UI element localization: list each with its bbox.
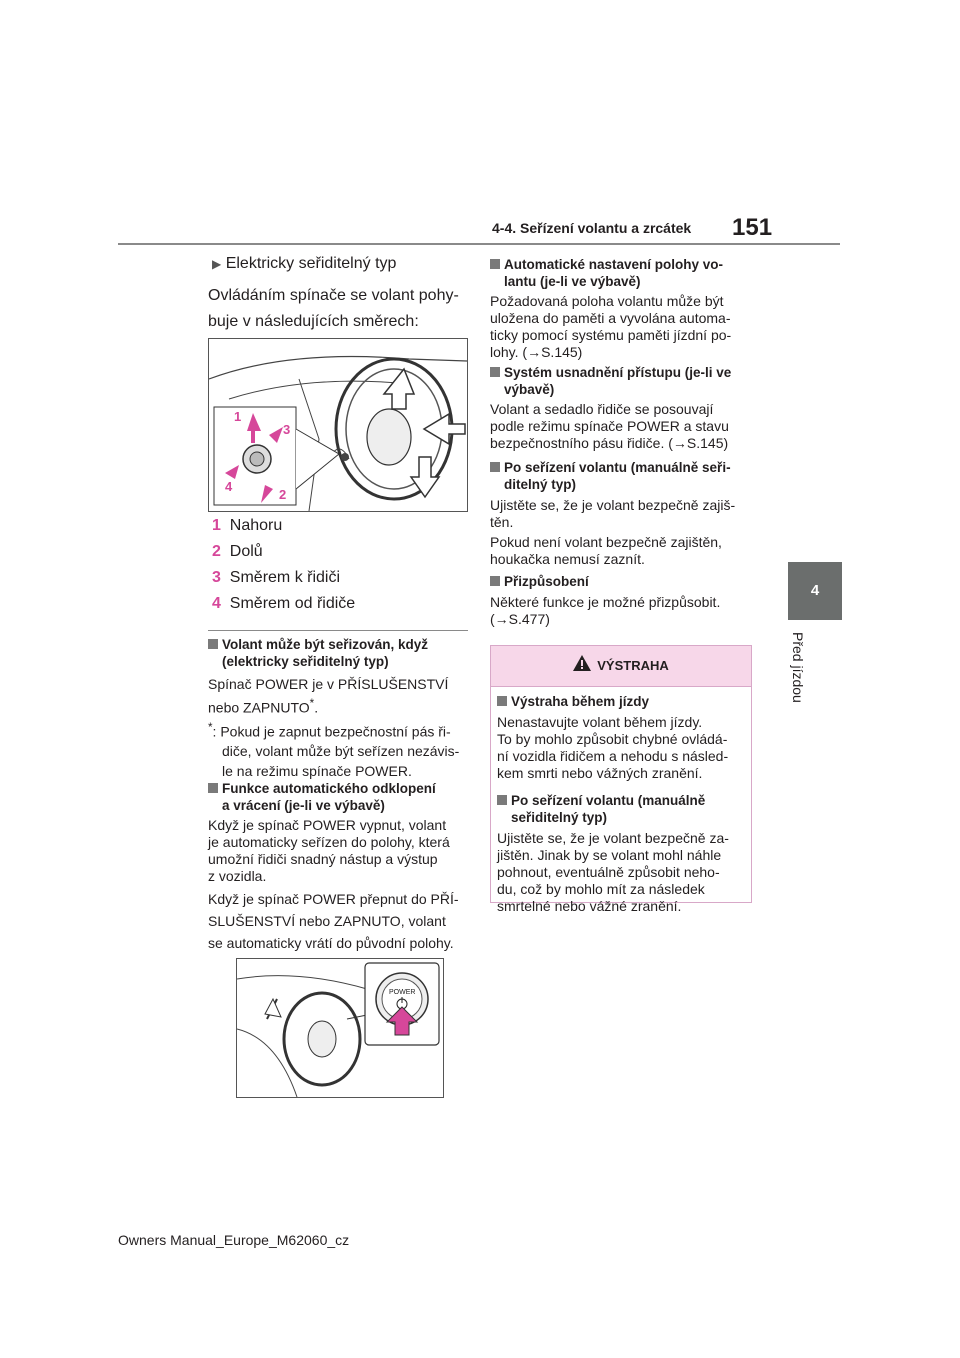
footnote [208, 718, 470, 742]
text-line: Když je spínač POWER vypnut, volant [208, 817, 447, 833]
text-line: Spínač POWER je v PŘÍSLUŠENSTVÍ [208, 676, 449, 692]
power-illustration [237, 959, 443, 1097]
fig1-label-3: 3 [283, 422, 291, 437]
section-heading-after-adjust [490, 459, 731, 493]
text-span: nebo ZAPNUTO [208, 699, 310, 716]
heading-line: Po seřízení volantu (manuálně [511, 793, 706, 808]
direction-item [212, 568, 340, 588]
text-line: lohy. (→S.145) [490, 344, 583, 360]
direction-number: 3 [212, 569, 221, 586]
power-label: POWER [389, 989, 416, 996]
fig1-label-2: 2 [279, 487, 287, 502]
square-bullet-icon [490, 259, 500, 269]
section-text [208, 817, 470, 885]
text-line: jištěn. Jinak by se volant mohl náhle [497, 847, 722, 863]
text-line: Požadovaná poloha volantu může být [490, 293, 724, 309]
text-line: du, což by mohlo mít za následek [497, 881, 705, 897]
section-divider [208, 630, 468, 631]
warning-box [490, 645, 752, 914]
power-switch-figure [236, 958, 444, 1098]
direction-item [212, 516, 282, 536]
square-bullet-icon [497, 696, 507, 706]
section-title: 4-4. Seřízení volantu a zrcátek [492, 220, 692, 236]
text-line: umožní řidiči snadný nástup a výstup [208, 851, 438, 867]
warning-title: VÝSTRAHA [597, 658, 669, 673]
section-heading-easy-access [490, 364, 731, 398]
text-line: Nenastavujte volant během jízdy. [497, 714, 703, 730]
section-text [490, 534, 722, 568]
direction-text: Směrem k řidiči [229, 569, 341, 586]
text-line: Ujistěte se, že je volant bezpečně zajiš- [490, 497, 736, 513]
heading-line: seřiditelný typ) [511, 810, 608, 825]
footnote-mark: * [309, 697, 315, 710]
triangle-bullet-icon: ▶ [212, 257, 222, 271]
direction-item [212, 542, 263, 562]
heading-line: Volant může být seřizován, když [222, 637, 429, 652]
square-bullet-icon [490, 576, 500, 586]
direction-item [212, 594, 355, 614]
chapter-label-text: Před jízdou [790, 632, 806, 703]
section-text [490, 497, 735, 531]
intro-line-1: Ovládáním spínače se volant pohy- [208, 287, 459, 304]
text-line: ní vozidla řidičem a nehodu s násled- [497, 748, 729, 764]
heading-line: Po seřízení volantu (manuálně seři- [504, 460, 731, 475]
square-bullet-icon [497, 795, 507, 805]
section-heading-memory [490, 256, 723, 290]
square-bullet-icon [490, 367, 500, 377]
text-line: To by mohlo způsobit chybné ovládá- [497, 731, 728, 747]
text-line: smrtelné nebo vážné zranění. [497, 898, 682, 914]
footnote-mark: * [208, 720, 213, 734]
text-line: podle režimu spínače POWER a stavu [490, 418, 729, 434]
section-text [208, 888, 470, 954]
direction-text: Nahoru [229, 517, 283, 534]
direction-number: 2 [212, 543, 221, 560]
heading-line: (elektricky seřiditelný typ) [222, 654, 389, 669]
text-line: ticky pomocí systému paměti jízdní po- [490, 327, 732, 343]
section-heading-auto-tilt [208, 780, 436, 814]
direction-number: 4 [212, 595, 221, 612]
section-text [490, 293, 731, 361]
page-number: 151 [732, 214, 773, 241]
text-line: Když je spínač POWER přepnut do PŘÍ- [208, 891, 459, 907]
heading-line: a vrácení (je-li ve výbavě) [222, 798, 385, 813]
fig1-label-1: 1 [234, 409, 242, 424]
text-line: houkačka nemusí zaznít. [490, 551, 645, 567]
steering-adjust-figure [208, 338, 468, 512]
warning-triangle-icon [573, 647, 591, 687]
text-line: uložena do paměti a vyvolána automa- [490, 310, 731, 326]
text-line [208, 694, 470, 718]
header-rule [118, 243, 840, 245]
steering-illustration [209, 339, 467, 511]
text-span: . [314, 699, 319, 716]
text-line: (→S.477) [490, 611, 550, 627]
subtitle-text: Elektricky seřiditelný typ [225, 255, 397, 272]
text-line: je automaticky seřízen do polohy, která [208, 834, 450, 850]
text-line: Volant a sedadlo řidiče se posouvají [490, 401, 714, 417]
heading-line: Automatické nastavení polohy vo- [504, 257, 724, 272]
section-text [490, 594, 720, 628]
heading-line: ditelný typ) [504, 477, 577, 492]
square-bullet-icon [208, 639, 218, 649]
section-heading-volant [208, 636, 428, 670]
footer-text: Owners Manual_Europe_M62060_cz [118, 1232, 350, 1248]
chapter-label [782, 632, 812, 722]
text-line: le na režimu spínače POWER. [222, 763, 412, 780]
intro-line-2: buje v následujících směrech: [208, 313, 419, 330]
section-text [490, 401, 729, 452]
text-line: pohnout, eventuálně způsobit neho- [497, 864, 720, 880]
heading-line: Výstraha během jízdy [511, 694, 650, 709]
heading-line: Systém usnadnění přístupu (je-li ve [504, 365, 732, 380]
square-bullet-icon [490, 462, 500, 472]
text-span: : Pokud je zapnut bezpečnostní pás ři- [212, 723, 451, 740]
text-line: diče, volant může být seřízen nezávis- [222, 743, 460, 760]
warning-header [491, 646, 751, 687]
text-line: SLUŠENSTVÍ nebo ZAPNUTO, volant [208, 913, 446, 929]
square-bullet-icon [208, 783, 218, 793]
text-line: se automaticky vrátí do původní polohy. [208, 935, 454, 951]
direction-text: Dolů [229, 543, 263, 560]
warning-content [497, 693, 747, 915]
text-line: kem smrti nebo vážných zranění. [497, 765, 703, 781]
text-line: Některé funkce je možné přizpůsobit. [490, 594, 721, 610]
text-line: Ujistěte se, že je volant bezpečně za- [497, 830, 729, 846]
direction-number: 1 [212, 517, 221, 534]
heading-line: Funkce automatického odklopení [222, 781, 436, 796]
text-line: těn. [490, 514, 514, 530]
section-heading-customize [490, 573, 589, 590]
text-line: Pokud není volant bezpečně zajištěn, [490, 534, 722, 550]
text-line: bezpečnostního pásu řidiče. (→S.145) [490, 435, 729, 451]
chapter-tab: 4 [788, 562, 842, 620]
subtitle [212, 254, 396, 274]
fig1-label-4: 4 [225, 479, 233, 494]
text-line: z vozidla. [208, 868, 267, 884]
direction-text: Směrem od řidiče [229, 595, 356, 612]
heading-line: výbavě) [504, 382, 555, 397]
section-text [208, 674, 470, 781]
heading-line: Přizpůsobení [504, 574, 589, 589]
heading-line: lantu (je-li ve výbavě) [504, 274, 641, 289]
